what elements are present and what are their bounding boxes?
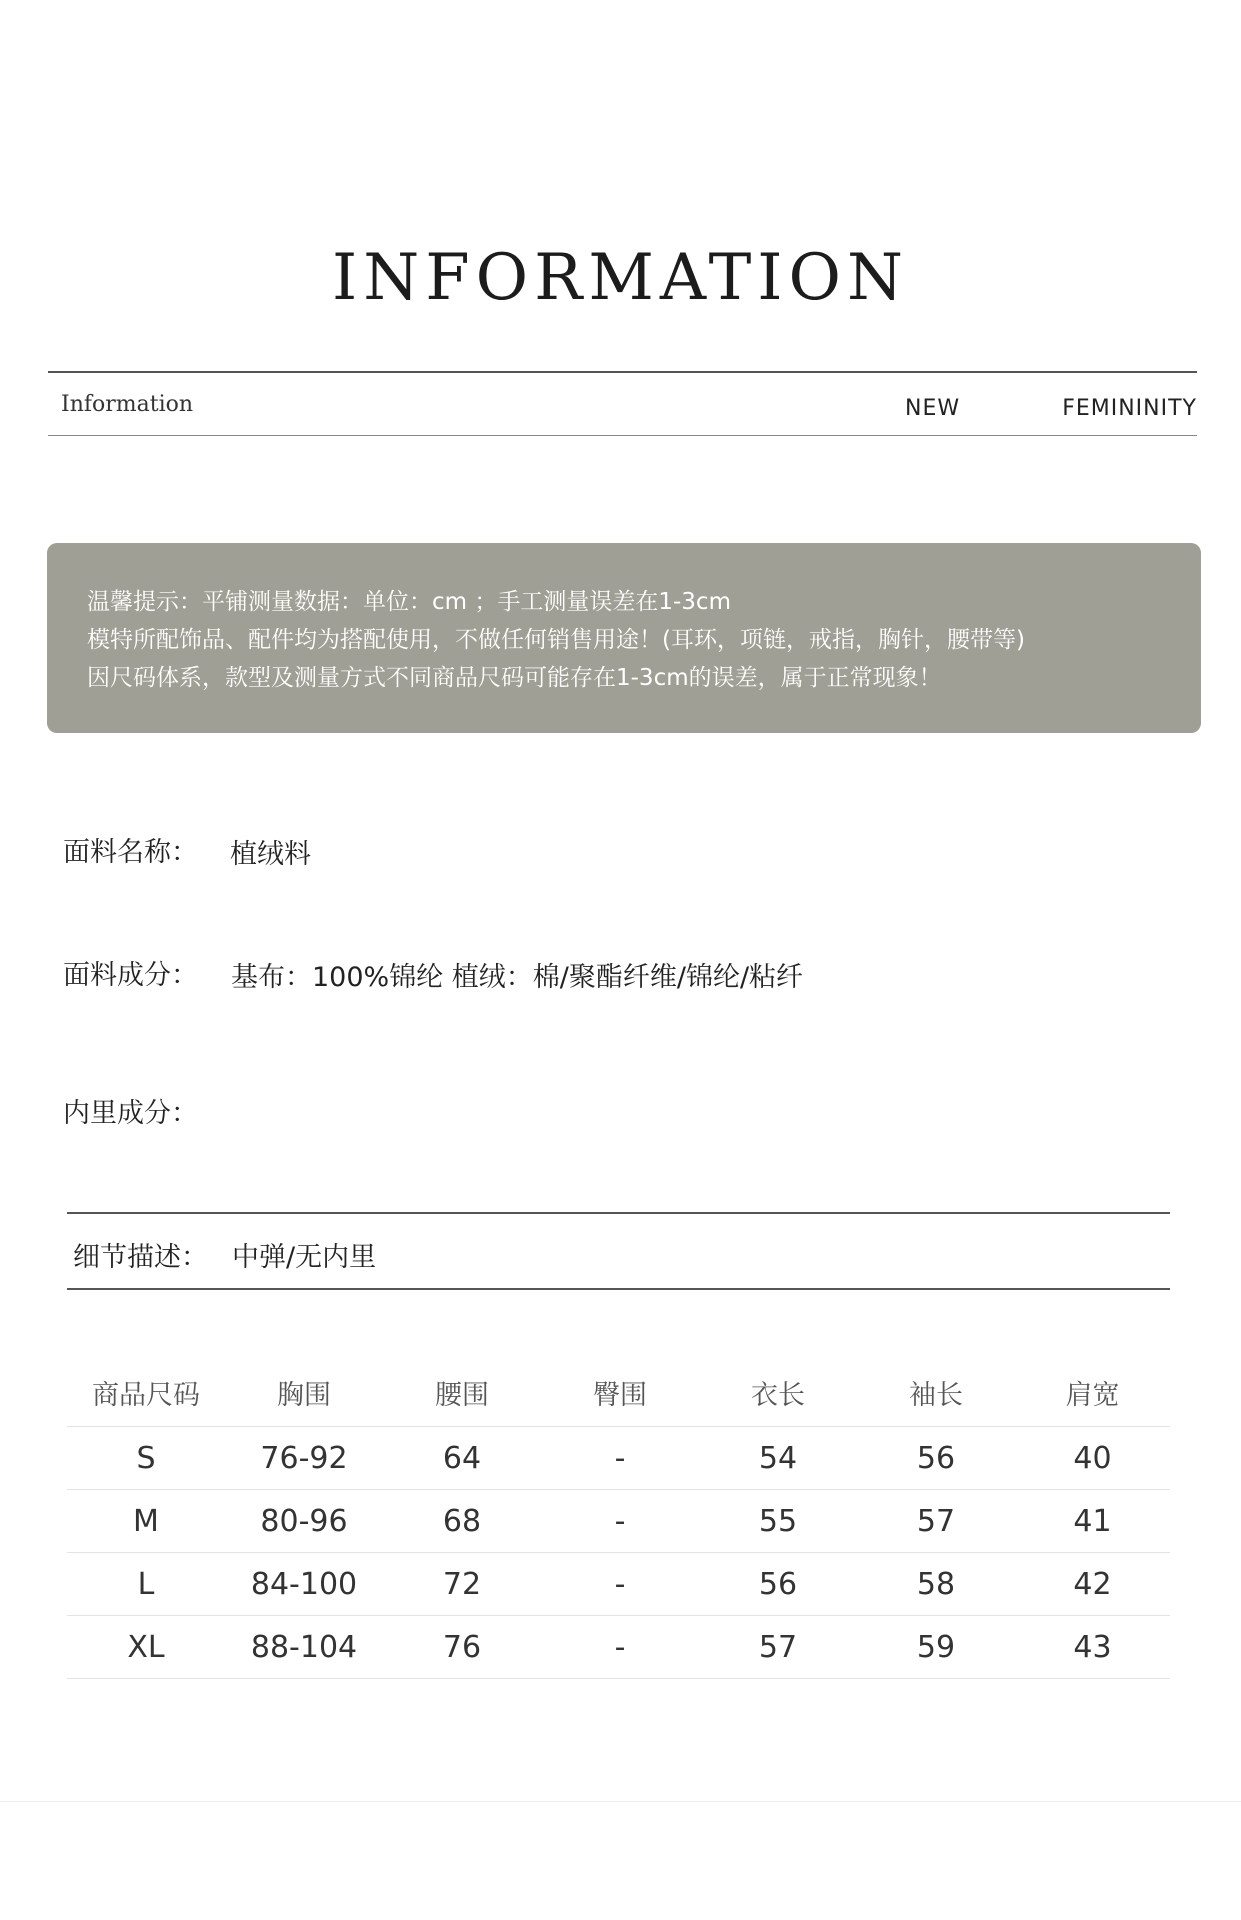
table-cell: S: [136, 1440, 156, 1476]
subheader-new: NEW: [905, 396, 961, 421]
detail-top-divider: [67, 1212, 1170, 1214]
subheader-information: Information: [61, 392, 194, 417]
fabric-name-label: 面料名称：: [63, 837, 198, 868]
notice-box: [47, 543, 1201, 733]
table-cell: -: [614, 1629, 626, 1665]
table-cell: 80-96: [260, 1503, 348, 1539]
table-row: [67, 1427, 1170, 1490]
footer-divider: [0, 1801, 1241, 1802]
table-cell: -: [614, 1503, 626, 1539]
table-cell: 54: [758, 1440, 798, 1476]
table-cell: 68: [442, 1503, 482, 1539]
header-shoulder: 肩宽: [1065, 1379, 1120, 1411]
header-top-divider: [48, 371, 1197, 373]
table-row: [67, 1553, 1170, 1616]
table-row: [67, 1616, 1170, 1679]
table-cell: 57: [758, 1629, 798, 1665]
table-cell: 59: [916, 1629, 956, 1665]
fabric-composition-value: 基布：100%锦纶 植绒：棉/聚酯纤维/锦纶/粘纤: [231, 962, 804, 993]
page-title: INFORMATION: [331, 241, 910, 315]
notice-line: 模特所配饰品、配件均为搭配使用，不做任何销售用途！(耳环，项链，戒指，胸针，腰带等): [87, 627, 1025, 653]
subheader-femininity: FEMININITY: [1062, 396, 1197, 421]
table-cell: 76: [442, 1629, 482, 1665]
notice-line: 温馨提示：平铺测量数据：单位：cm ；手工测量误差在1-3cm: [87, 589, 731, 615]
header-length: 衣长: [751, 1379, 805, 1411]
table-cell: 56: [916, 1440, 956, 1476]
table-cell: 64: [442, 1440, 482, 1476]
table-cell: 43: [1073, 1629, 1112, 1665]
header-sleeve: 袖长: [909, 1379, 963, 1411]
table-cell: 72: [442, 1566, 482, 1602]
detail-value: 中弹/无内里: [232, 1242, 377, 1273]
table-cell: 41: [1073, 1503, 1112, 1539]
table-cell: 40: [1073, 1440, 1112, 1476]
table-cell: 76-92: [260, 1440, 348, 1476]
fabric-composition-label: 面料成分：: [63, 960, 198, 991]
header-chest: 胸围: [277, 1379, 331, 1411]
table-cell: 42: [1073, 1566, 1112, 1602]
header-size: 商品尺码: [92, 1379, 200, 1411]
table-cell: 58: [916, 1566, 956, 1602]
fabric-name-value: 植绒料: [230, 839, 311, 870]
table-row: [67, 1490, 1170, 1553]
header-bottom-divider: [48, 435, 1197, 436]
table-cell: 84-100: [250, 1566, 358, 1602]
table-cell: 88-104: [250, 1629, 358, 1665]
size-table-header: [67, 1358, 1170, 1427]
table-cell: L: [137, 1566, 155, 1602]
table-cell: 55: [758, 1503, 798, 1539]
detail-bottom-divider: [67, 1288, 1170, 1290]
header-waist: 腰围: [435, 1379, 489, 1411]
table-cell: XL: [127, 1629, 165, 1665]
size-table: [67, 1358, 1170, 1679]
table-cell: M: [133, 1503, 159, 1539]
table-cell: 56: [758, 1566, 798, 1602]
table-cell: -: [614, 1440, 626, 1476]
detail-label: 细节描述：: [73, 1242, 208, 1273]
notice-line: 因尺码体系，款型及测量方式不同商品尺码可能存在1-3cm的误差，属于正常现象！: [87, 665, 942, 691]
table-cell: -: [614, 1566, 626, 1602]
header-hip: 臀围: [593, 1379, 647, 1411]
lining-label: 内里成分：: [63, 1098, 198, 1129]
table-cell: 57: [916, 1503, 956, 1539]
